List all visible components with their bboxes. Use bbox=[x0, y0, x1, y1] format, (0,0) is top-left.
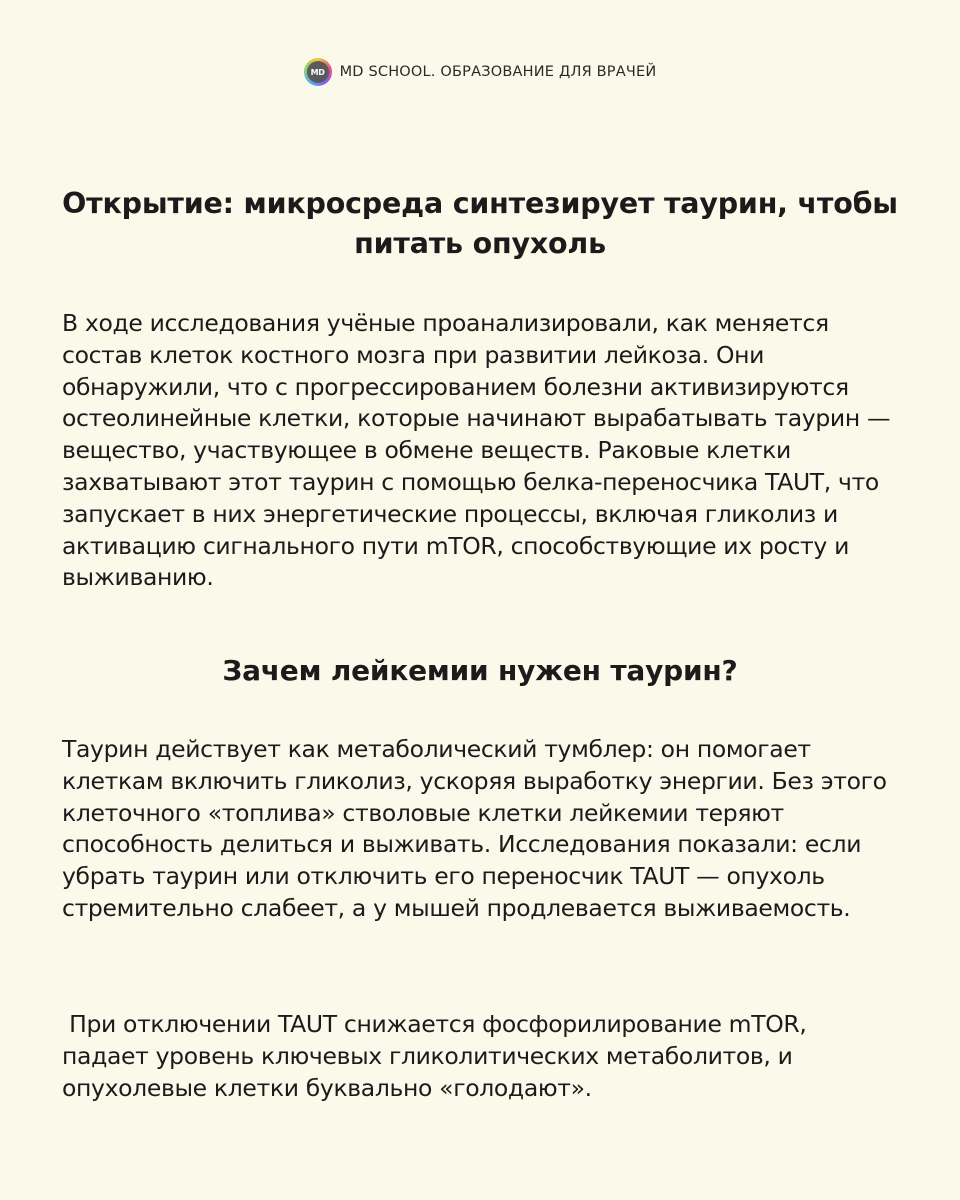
paragraph-taurine-role: Таурин действует как метаболический тумблер: он помогает клеткам включить гликолиз, ускоряя выработку энергии. Без этого клеточного «топлива» стволовые клетки лейкемии теряют способность делиться и выживать. Исследования показали: если убрать таурин или отключить его переносчик TAUT — опухоль стремительно слабеет, а у мышей продлевается выживаемость. bbox=[62, 735, 887, 922]
paragraph-taut-knockout: При отключении TAUT снижается фосфорилирование mTOR, падает уровень ключевых гликолитических метаболитов, и опухолевые клетки буквально «голодают». bbox=[62, 1010, 814, 1102]
brand-header bbox=[0, 58, 960, 86]
section-subtitle: Зачем лейкемии нужен таурин? bbox=[222, 654, 738, 687]
brand-name: MD SCHOOL. ОБРАЗОВАНИЕ ДЛЯ ВРАЧЕЙ bbox=[339, 64, 657, 80]
article-title: Открытие: микросреда синтезирует таурин, чтобы питать опухоль bbox=[62, 187, 898, 260]
logo-mark: MD bbox=[307, 61, 329, 83]
paragraph-discovery: В ходе исследования учёные проанализировали, как меняется состав клеток костного мозга при развитии лейкоза. Они обнаружили, что с прогрессированием болезни активизируются остеолинейные клетки, которые начинают вырабатывать таурин — вещество, участвующее в обмене веществ. Раковые клетки захватывают этот таурин с помощью белка-переносчика TAUT, что запускает в них энергетические процессы, включая гликолиз и активацию сигнального пути mTOR, способствующие их росту и выживанию. bbox=[62, 309, 891, 592]
md-school-logo bbox=[304, 58, 332, 86]
